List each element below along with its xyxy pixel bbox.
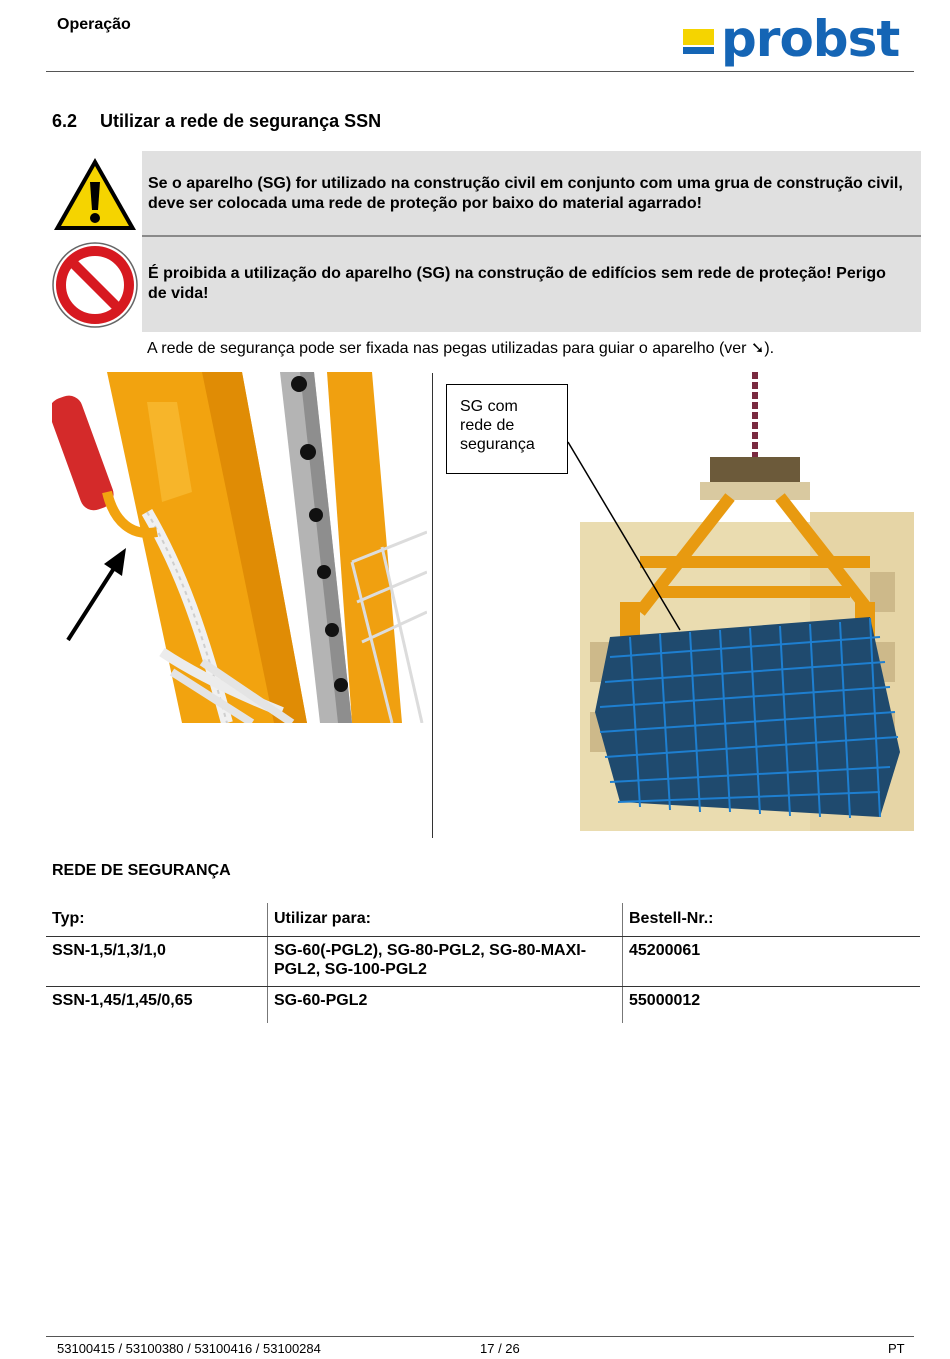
header-use-for: Utilizar para: xyxy=(267,903,622,936)
footer-language: PT xyxy=(888,1341,905,1356)
logo-mark xyxy=(683,29,714,54)
callout-line-1: SG com xyxy=(460,398,518,415)
caution-text: Se o aparelho (SG) for utilizado na construção civil em conjunto com uma grua de construção civil, deve ser colocada uma rede de proteção por baixo do material agarrado! xyxy=(148,175,903,212)
handle-net-photo xyxy=(52,372,427,723)
cell-use-for: SG-60(-PGL2), SG-80-PGL2, SG-80-MAXI-PGL2, SG-100-PGL2 xyxy=(267,937,622,986)
callout-pointer-line xyxy=(560,430,690,640)
column-divider xyxy=(432,373,433,838)
probst-logo xyxy=(683,10,907,68)
section-title: Utilizar a rede de segurança SSN xyxy=(100,111,382,131)
intro-text: A rede de segurança pode ser fixada nas pegas utilizadas para guiar o aparelho (ver ➘). xyxy=(147,340,775,357)
logo-text: probst xyxy=(721,10,900,68)
callout-line-2: rede de xyxy=(460,417,515,434)
header-type: Typ: xyxy=(52,910,85,927)
cell-use-for: SG-60-PGL2 xyxy=(267,987,622,1023)
header-order-number: Bestell-Nr.: xyxy=(622,903,920,936)
footer-divider xyxy=(46,1336,914,1337)
table-title: REDE DE SEGURANÇA xyxy=(52,862,231,879)
prohibition-icon xyxy=(51,241,139,329)
cell-type: SSN-1,5/1,3/1,0 xyxy=(52,942,166,959)
section-heading xyxy=(52,111,381,132)
cell-order-number: 55000012 xyxy=(622,987,920,1023)
section-number: 6.2 xyxy=(52,111,78,131)
cell-type: SSN-1,45/1,45/0,65 xyxy=(52,992,193,1009)
table-row xyxy=(46,987,920,1023)
table-header-row xyxy=(46,903,920,937)
cell-order-number: 45200061 xyxy=(622,937,920,986)
header-divider xyxy=(46,71,914,72)
callout-line-3: segurança xyxy=(460,436,535,453)
prohibition-text: É proibida a utilização do aparelho (SG) na construção de edifícios sem rede de proteção! Perigo de vida! xyxy=(148,265,886,302)
header-section-title: Operação xyxy=(57,16,131,33)
callout-label xyxy=(446,384,568,474)
footer-page-number: 17 / 26 xyxy=(480,1341,520,1356)
table-row xyxy=(46,937,920,987)
safety-net-table xyxy=(46,903,920,1023)
warning-triangle-icon xyxy=(51,155,139,233)
footer-doc-numbers: 53100415 / 53100380 / 53100416 / 53100284 xyxy=(57,1341,321,1356)
